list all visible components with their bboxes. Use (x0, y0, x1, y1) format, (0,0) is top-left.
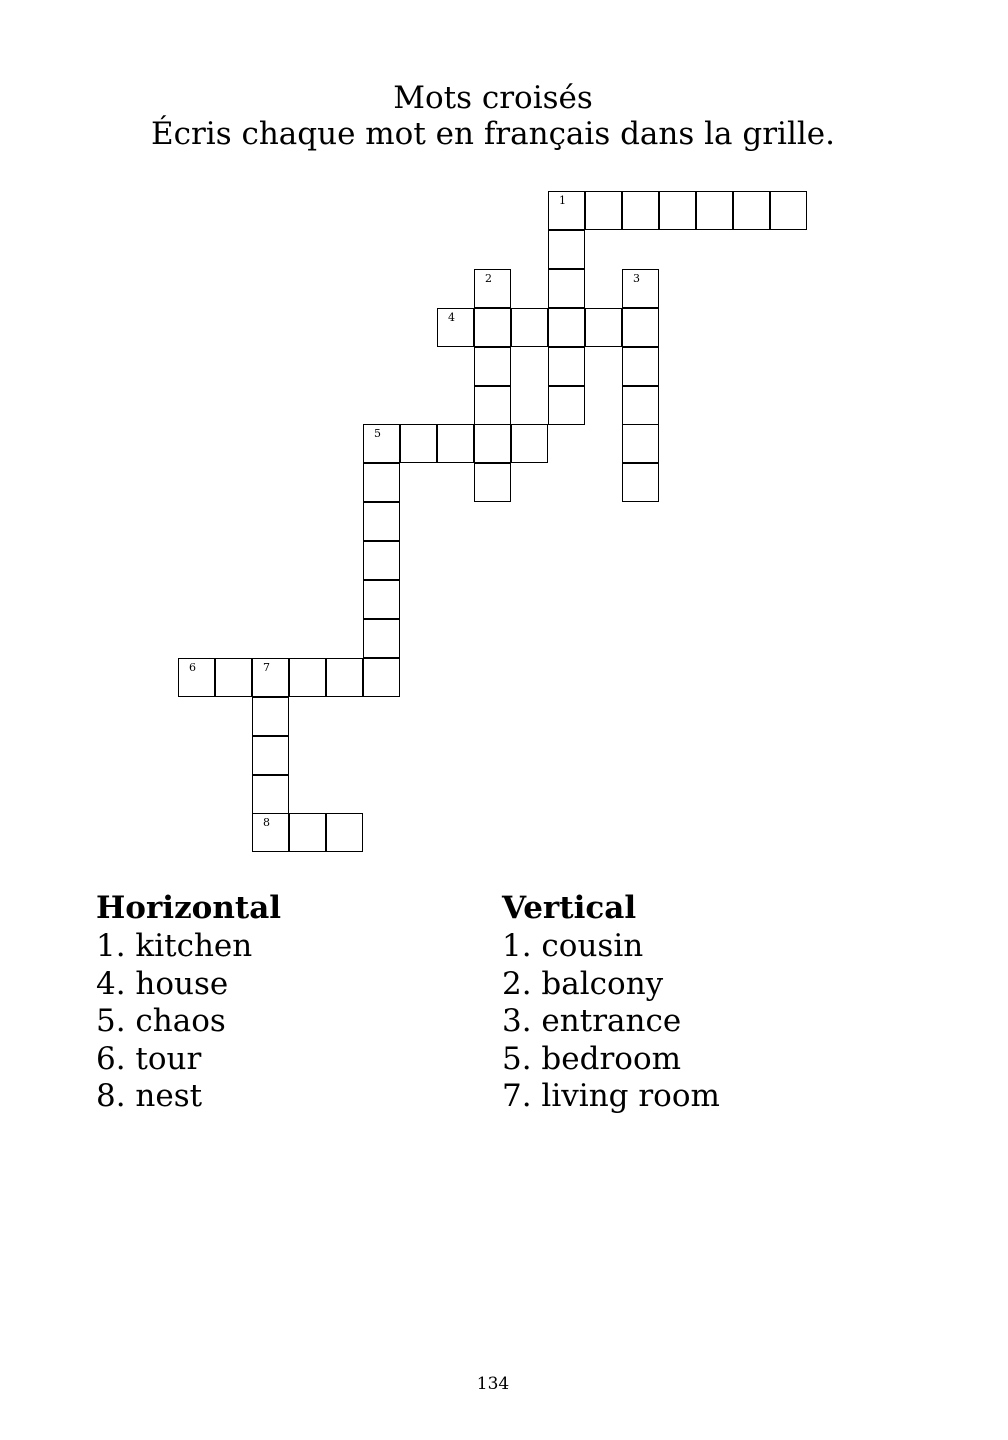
crossword-cell[interactable] (252, 813, 289, 852)
crossword-cell[interactable] (363, 502, 400, 541)
crossword-cell[interactable] (585, 191, 622, 230)
down-clues (502, 888, 720, 1116)
crossword-cell[interactable] (363, 619, 400, 658)
crossword-cell[interactable] (548, 230, 585, 269)
crossword-cell[interactable] (289, 813, 326, 852)
across-clue: 4. house (96, 965, 229, 1002)
crossword-cell[interactable] (548, 308, 585, 347)
crossword-cell[interactable] (622, 424, 659, 463)
across-clue: 5. chaos (96, 1003, 226, 1039)
crossword-cell[interactable] (363, 580, 400, 619)
clue-number: 2 (485, 272, 492, 285)
crossword-cell[interactable] (733, 191, 770, 230)
crossword-cell[interactable] (585, 308, 622, 347)
down-clue: 1. cousin (502, 928, 644, 964)
crossword-cell[interactable] (289, 658, 326, 697)
crossword-cell[interactable] (474, 347, 511, 386)
clue-number: 5 (374, 427, 381, 440)
across-clue: 6. tour (96, 1040, 202, 1077)
crossword-cell[interactable] (252, 736, 289, 775)
down-heading: Vertical (502, 890, 637, 926)
crossword-cell[interactable] (548, 269, 585, 308)
crossword-cell[interactable] (622, 386, 659, 425)
clue-number: 6 (189, 661, 196, 674)
down-clue: 7. living room (502, 1078, 720, 1114)
page-instructions: Écris chaque mot en français dans la grille. (150, 116, 835, 152)
crossword-cell[interactable] (252, 658, 289, 697)
down-clue: 2. balcony (502, 965, 664, 1002)
page-title: Mots croisés (393, 80, 593, 116)
crossword-cell[interactable] (622, 191, 659, 230)
crossword-cell[interactable] (363, 541, 400, 580)
crossword-cell[interactable] (548, 347, 585, 386)
crossword-cell[interactable] (474, 424, 511, 463)
crossword-cell[interactable] (474, 269, 511, 308)
crossword-cell[interactable] (437, 308, 474, 347)
crossword-cell[interactable] (696, 191, 733, 230)
down-clue: 5. bedroom (502, 1040, 682, 1077)
crossword-cell[interactable] (474, 386, 511, 425)
across-clues (96, 888, 281, 1116)
clue-number: 1 (559, 194, 566, 207)
clue-number: 7 (263, 661, 270, 674)
crossword-cell[interactable] (252, 775, 289, 814)
across-heading: Horizontal (96, 890, 282, 926)
crossword-cell[interactable] (622, 269, 659, 308)
clue-number: 8 (263, 816, 270, 829)
crossword-cell[interactable] (363, 463, 400, 502)
crossword-cell[interactable] (474, 308, 511, 347)
crossword-cell[interactable] (363, 424, 400, 463)
across-clue: 1. kitchen (96, 928, 253, 964)
crossword-cell[interactable] (659, 191, 696, 230)
crossword-cell[interactable] (770, 191, 807, 230)
crossword-cell[interactable] (511, 424, 548, 463)
crossword-cell[interactable] (437, 424, 474, 463)
page-number: 134 (476, 1374, 510, 1394)
crossword-cell[interactable] (252, 697, 289, 736)
across-clue: 8. nest (96, 1078, 203, 1114)
crossword-cell[interactable] (400, 424, 437, 463)
clue-number: 4 (448, 311, 455, 324)
crossword-cell[interactable] (548, 386, 585, 425)
crossword-cell[interactable] (511, 308, 548, 347)
crossword-cell[interactable] (326, 658, 363, 697)
crossword-cell[interactable] (622, 308, 659, 347)
crossword-cell[interactable] (622, 463, 659, 502)
crossword-cell[interactable] (178, 658, 215, 697)
crossword-cell[interactable] (474, 463, 511, 502)
crossword-cell[interactable] (326, 813, 363, 852)
crossword-cell[interactable] (215, 658, 252, 697)
down-clue: 3. entrance (502, 1003, 682, 1039)
crossword-cell[interactable] (622, 347, 659, 386)
crossword-cell[interactable] (363, 658, 400, 697)
clue-number: 3 (633, 272, 640, 285)
crossword-cell[interactable] (548, 191, 585, 230)
